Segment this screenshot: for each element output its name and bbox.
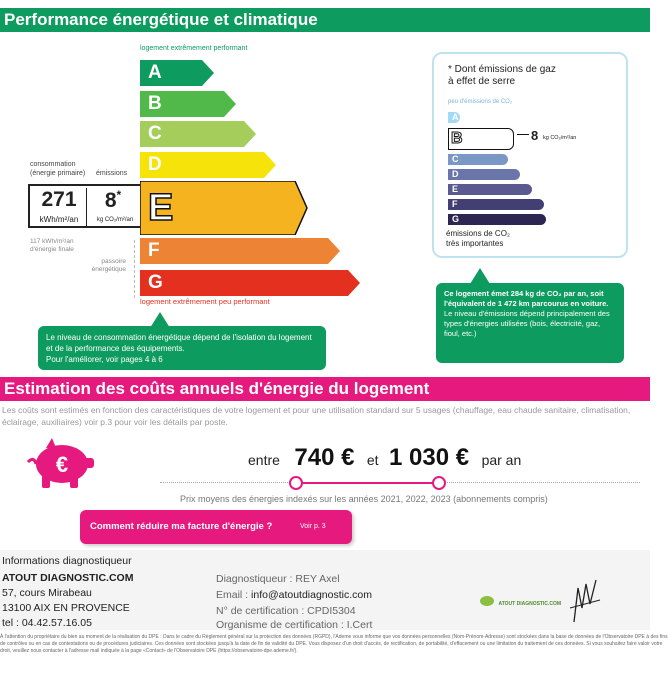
costs-note: Les coûts sont estimés en fonction des caractéristiques de votre logement et pour une utilisation standard sur 5 usages (chauffage, eau chaude sanitaire, climatisation, éclairage, auxiliaires) voir p.3 pour voir les détails par poste. [2, 405, 631, 427]
energy-class-letter: C [148, 123, 162, 144]
cost-low-marker [289, 476, 303, 490]
emissions-value: 8 [104, 189, 117, 212]
cost-high-marker [432, 476, 446, 490]
emissions-unit: kg CO₂/m²/an [96, 217, 134, 223]
emissions-label: émissions [96, 170, 128, 177]
piggy-bank-icon [24, 438, 96, 490]
consumption-unit: kWh/m²/an [39, 215, 79, 224]
diag-phone: tel : 04.42.57.16.05 [2, 617, 92, 629]
diag-email-label: Email : [216, 589, 252, 601]
company-logo [480, 592, 561, 610]
co2-class-d [448, 169, 520, 180]
diag-section-title: Informations diagnostiqueur [2, 555, 132, 567]
consumption-value: 271 [41, 188, 77, 211]
scale-top-label: logement extrêmement performant [140, 45, 248, 52]
energy-class-e [140, 181, 309, 235]
cost-between: entre [248, 452, 280, 468]
co2-value-line [517, 134, 529, 135]
diag-address2: 13100 AIX EN PROVENCE [2, 602, 130, 614]
final-energy: 117 kWh/m²/an d'énergie finale [30, 238, 74, 253]
energy-class-d [140, 152, 278, 178]
co2-unit: kg CO₂/m²/an [543, 135, 577, 141]
performance-title: Performance énergétique et climatique [4, 10, 318, 29]
energy-class-letter: E [148, 187, 174, 229]
callout-right-bold: Ce logement émet 284 kg de CO₂ par an, soit l'équivalent de 1 472 km parcourus en voiture. [444, 289, 609, 308]
callout-left: Le niveau de consommation énergétique dépend de l'isolation du logement et de la performance des équipements. Pour l'améliorer, voir pages 4 à 6 [38, 326, 326, 370]
consumption-label: consommation (énergie primaire) [30, 161, 86, 177]
co2-class-letter: A [452, 112, 459, 122]
diag-company: ATOUT DIAGNOSTIC.COM [2, 572, 134, 584]
energy-class-b [140, 91, 238, 117]
diag-email[interactable]: info@atoutdiagnostic.com [251, 589, 372, 601]
reduce-bill-label: Comment réduire ma facture d'énergie ? [90, 521, 273, 532]
energy-class-letter: F [148, 240, 160, 261]
signature [568, 578, 602, 624]
co2-class-a [448, 112, 460, 123]
logo-mark-icon [480, 596, 494, 606]
diag-cert: N° de certification : CPDI5304 [216, 605, 356, 617]
cost-range-bar [296, 482, 438, 484]
callout-right-pointer [470, 268, 490, 284]
co2-class-letter: E [452, 184, 459, 194]
co2-value: 8 [531, 128, 539, 143]
passoire-label: passoire énergétique [91, 258, 126, 273]
co2-class-letter: B [451, 130, 463, 147]
co2-class-b [448, 128, 514, 150]
performance-header [0, 8, 650, 32]
cost-estimate [248, 443, 521, 476]
co2-class-letter: D [452, 169, 459, 179]
co2-class-letter: G [452, 214, 460, 224]
co2-class-letter: F [452, 199, 458, 209]
reduce-bill-button[interactable] [80, 510, 352, 544]
cost-and: et [366, 452, 379, 468]
energy-class-letter: G [148, 272, 163, 293]
cost-per-year: par an [481, 452, 522, 468]
costs-header [0, 377, 650, 401]
co2-bottom-label: émissions de CO₂ très importantes [446, 229, 511, 248]
cost-high: 1 030 € [389, 444, 470, 471]
callout-right [436, 283, 624, 363]
consumption-box [28, 184, 140, 228]
energy-class-letter: D [148, 154, 162, 175]
reduce-bill-link[interactable]: Voir p. 3 [300, 523, 326, 530]
energy-class-f [140, 238, 342, 264]
emissions-star: * [116, 188, 122, 202]
costs-title: Estimation des coûts annuels d'énergie du logement [4, 379, 430, 398]
diag-address1: 57, cours Mirabeau [2, 587, 92, 599]
energy-class-letter: B [148, 93, 162, 114]
co2-class-f [448, 199, 544, 210]
co2-class-e [448, 184, 532, 195]
co2-class-letter: C [452, 154, 459, 164]
energy-class-g [140, 270, 362, 296]
energy-class-letter: A [148, 62, 162, 83]
box-divider [86, 188, 87, 226]
callout-right-text: Le niveau d'émissions dépend principalement des types d'énergies utilisées (bois, électricité, gaz, fioul, etc.) [444, 309, 610, 338]
cost-prices-note: Prix moyens des énergies indexés sur les années 2021, 2022, 2023 (abonnements compris) [180, 494, 548, 504]
svg-text:€: € [55, 452, 69, 477]
co2-title: * Dont émissions de gaz à effet de serre [448, 64, 556, 87]
co2-class-g [448, 214, 546, 225]
passoire-bracket [134, 240, 136, 298]
energy-class-a [140, 60, 216, 86]
legal-notice: À l'attention du propriétaire du bien au moment de la réalisation du DPE : Dans le cadre du Règlement général sur la protection des données (RGPD), l'Ademe vous informe que vos données personnelles (Nom-Prénom-Adresse) sont stockées dans la base de données de l'Observatoire DPE à des fins de contrôles ou en cas de contestations ou de procédures judiciaires. Ces données sont stockées jusqu'à la date de fin de validité du DPE. Vous disposez d'un droit d'accès, de rectification, de portabilité, d'effacement ou une limitation du traitement de ces données. Si vous souhaitez faire valoir votre droit, veuillez nous contacter à l'adresse mail indiquée à la page «Contact» de l'Observatoire DPE (https://observatoire-dpe.ademe.fr/). [0, 634, 668, 654]
scale-bottom-label: logement extrêmement peu performant [140, 297, 270, 306]
cost-low: 740 € [294, 444, 355, 471]
energy-class-c [140, 121, 258, 147]
co2-class-c [448, 154, 508, 165]
co2-top-label: peu d'émissions de CO₂ [448, 99, 513, 105]
diag-name: Diagnostiqueur : REY Axel [216, 573, 340, 585]
diag-org: Organisme de certification : I.Cert [216, 619, 373, 631]
logo-text: ATOUT DIAGNOSTIC.COM [498, 601, 562, 607]
